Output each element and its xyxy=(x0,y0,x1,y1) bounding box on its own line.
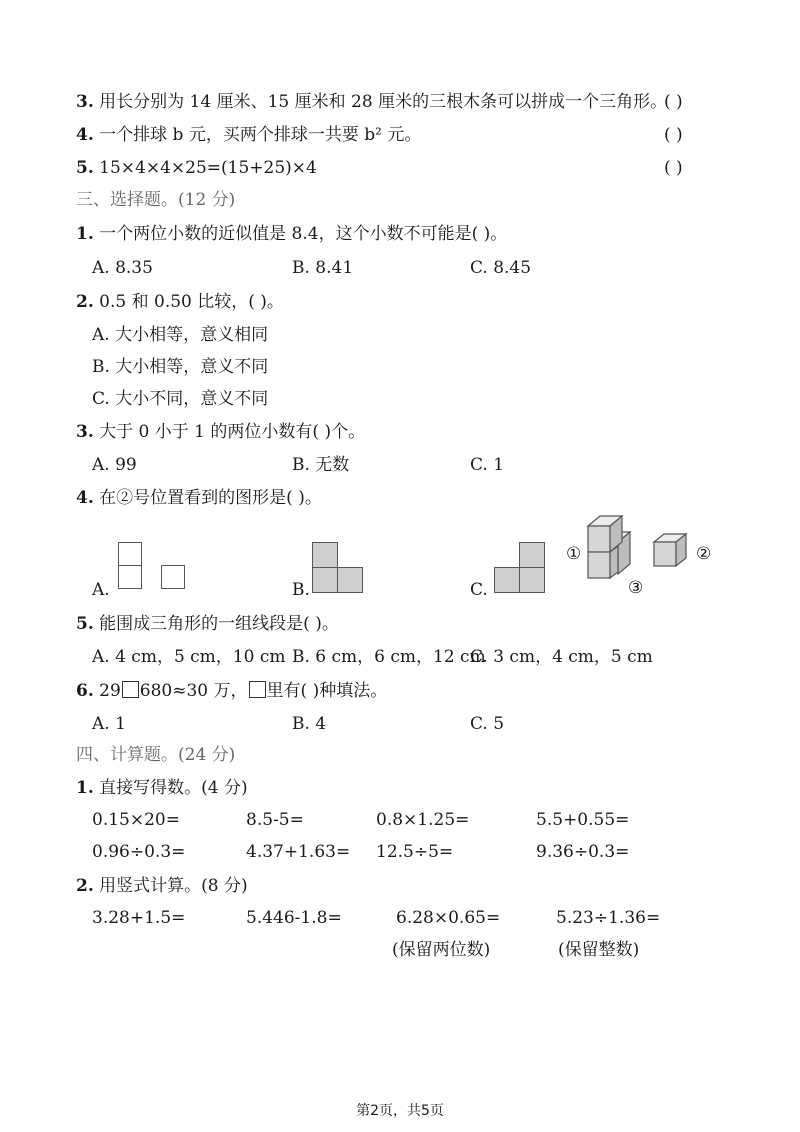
position-label-3: ③ xyxy=(628,578,644,598)
cube-stack-figure xyxy=(560,512,730,604)
question-4 xyxy=(76,486,322,510)
answer-blank[interactable]: ( ) xyxy=(664,125,683,145)
question-text: 0.5 和 0.50 比较，( )。 xyxy=(99,292,284,312)
option-a[interactable]: A. 8.35 xyxy=(92,258,153,278)
calc-expression: 8.5-5= xyxy=(246,810,304,830)
answer-blank[interactable]: ( ) xyxy=(664,92,683,112)
item-number: 2. xyxy=(76,292,94,312)
item-text: 15×4×4×25=(15+25)×4 xyxy=(99,158,317,178)
calc-expression: 9.36÷0.3= xyxy=(536,842,630,862)
square xyxy=(519,542,545,568)
item-number: 1. xyxy=(76,224,94,244)
square xyxy=(161,565,185,589)
option-b[interactable]: B. 无数 xyxy=(292,455,350,475)
calc-expression: 6.28×0.65= xyxy=(396,908,501,928)
option-a[interactable]: A. 4 cm，5 cm，10 cm xyxy=(92,647,286,667)
section-title-choice: 三、选择题。(12 分) xyxy=(76,190,236,210)
calc-expression: 0.8×1.25= xyxy=(376,810,470,830)
calc-question-2 xyxy=(76,874,248,898)
item-number: 4. xyxy=(76,488,94,508)
question-6 xyxy=(76,679,387,703)
item-number: 2. xyxy=(76,876,94,896)
judge-item-5 xyxy=(76,156,317,180)
option-b[interactable]: B. 6 cm，6 cm，12 cm xyxy=(292,647,486,667)
item-number: 6. xyxy=(76,681,94,701)
judge-item-3 xyxy=(76,90,667,114)
option-c[interactable]: C. 1 xyxy=(470,455,505,475)
option-c[interactable]: C. 5 xyxy=(470,714,505,734)
item-number: 4. xyxy=(76,125,94,145)
question-text: 直接写得数。(4 分) xyxy=(99,778,248,798)
position-label-1: ① xyxy=(566,544,582,564)
calc-expression: 4.37+1.63= xyxy=(246,842,351,862)
calc-expression: 5.23÷1.36= xyxy=(556,908,661,928)
item-number: 5. xyxy=(76,614,94,634)
square xyxy=(312,542,338,568)
option-a[interactable]: A. 1 xyxy=(92,714,126,734)
calc-note: (保留两位数) xyxy=(392,940,491,960)
item-text: 一个排球 b 元，买两个排球一共要 b² 元。 xyxy=(99,125,422,145)
calc-expression: 0.15×20= xyxy=(92,810,180,830)
question-3 xyxy=(76,420,365,444)
item-text: 用长分别为 14 厘米、15 厘米和 28 厘米的三根木条可以拼成一个三角形。 xyxy=(99,92,668,112)
judge-item-4 xyxy=(76,123,421,147)
item-number: 3. xyxy=(76,422,94,442)
question-2 xyxy=(76,290,284,314)
calc-expression: 5.446-1.8= xyxy=(246,908,342,928)
square xyxy=(312,567,338,593)
square xyxy=(494,567,520,593)
position-label-2: ② xyxy=(696,544,712,564)
calc-question-1 xyxy=(76,776,248,800)
question-text-post: 里有( )种填法。 xyxy=(266,681,388,701)
question-text: 大于 0 小于 1 的两位小数有( )个。 xyxy=(99,422,366,442)
option-a[interactable]: A. xyxy=(92,580,110,600)
calc-expression: 12.5÷5= xyxy=(376,842,454,862)
square xyxy=(118,565,142,589)
square xyxy=(118,542,142,566)
page-footer: 第2页，共5页 xyxy=(356,1103,444,1119)
question-1 xyxy=(76,222,507,246)
question-text: 用竖式计算。(8 分) xyxy=(99,876,248,896)
square xyxy=(337,567,363,593)
question-5 xyxy=(76,612,339,636)
box-blank-icon xyxy=(249,681,266,698)
section-title-calc: 四、计算题。(24 分) xyxy=(76,745,236,765)
question-text: 能围成三角形的一组线段是( )。 xyxy=(99,614,339,634)
option-a[interactable]: A. 大小相等，意义相同 xyxy=(92,325,269,345)
calc-note: (保留整数) xyxy=(558,940,640,960)
calc-expression: 0.96÷0.3= xyxy=(92,842,186,862)
option-c[interactable]: C. 3 cm，4 cm，5 cm xyxy=(470,647,653,667)
question-text-pre: 29 xyxy=(99,681,121,701)
option-c[interactable]: C. 8.45 xyxy=(470,258,532,278)
box-blank-icon xyxy=(122,681,139,698)
option-b[interactable]: B. xyxy=(292,580,310,600)
item-number: 5. xyxy=(76,158,94,178)
calc-expression: 3.28+1.5= xyxy=(92,908,186,928)
option-b[interactable]: B. 4 xyxy=(292,714,327,734)
option-b[interactable]: B. 大小相等，意义不同 xyxy=(92,357,269,377)
answer-blank[interactable]: ( ) xyxy=(664,158,683,178)
option-b[interactable]: B. 8.41 xyxy=(292,258,354,278)
item-number: 3. xyxy=(76,92,94,112)
calc-expression: 5.5+0.55= xyxy=(536,810,630,830)
item-number: 1. xyxy=(76,778,94,798)
option-c[interactable]: C. 大小不同，意义不同 xyxy=(92,389,269,409)
square xyxy=(519,567,545,593)
option-a[interactable]: A. 99 xyxy=(92,455,137,475)
question-text-mid: 680≈30 万， xyxy=(139,681,248,701)
question-text: 在②号位置看到的图形是( )。 xyxy=(99,488,322,508)
option-c[interactable]: C. xyxy=(470,580,488,600)
question-text: 一个两位小数的近似值是 8.4，这个小数不可能是( )。 xyxy=(99,224,508,244)
